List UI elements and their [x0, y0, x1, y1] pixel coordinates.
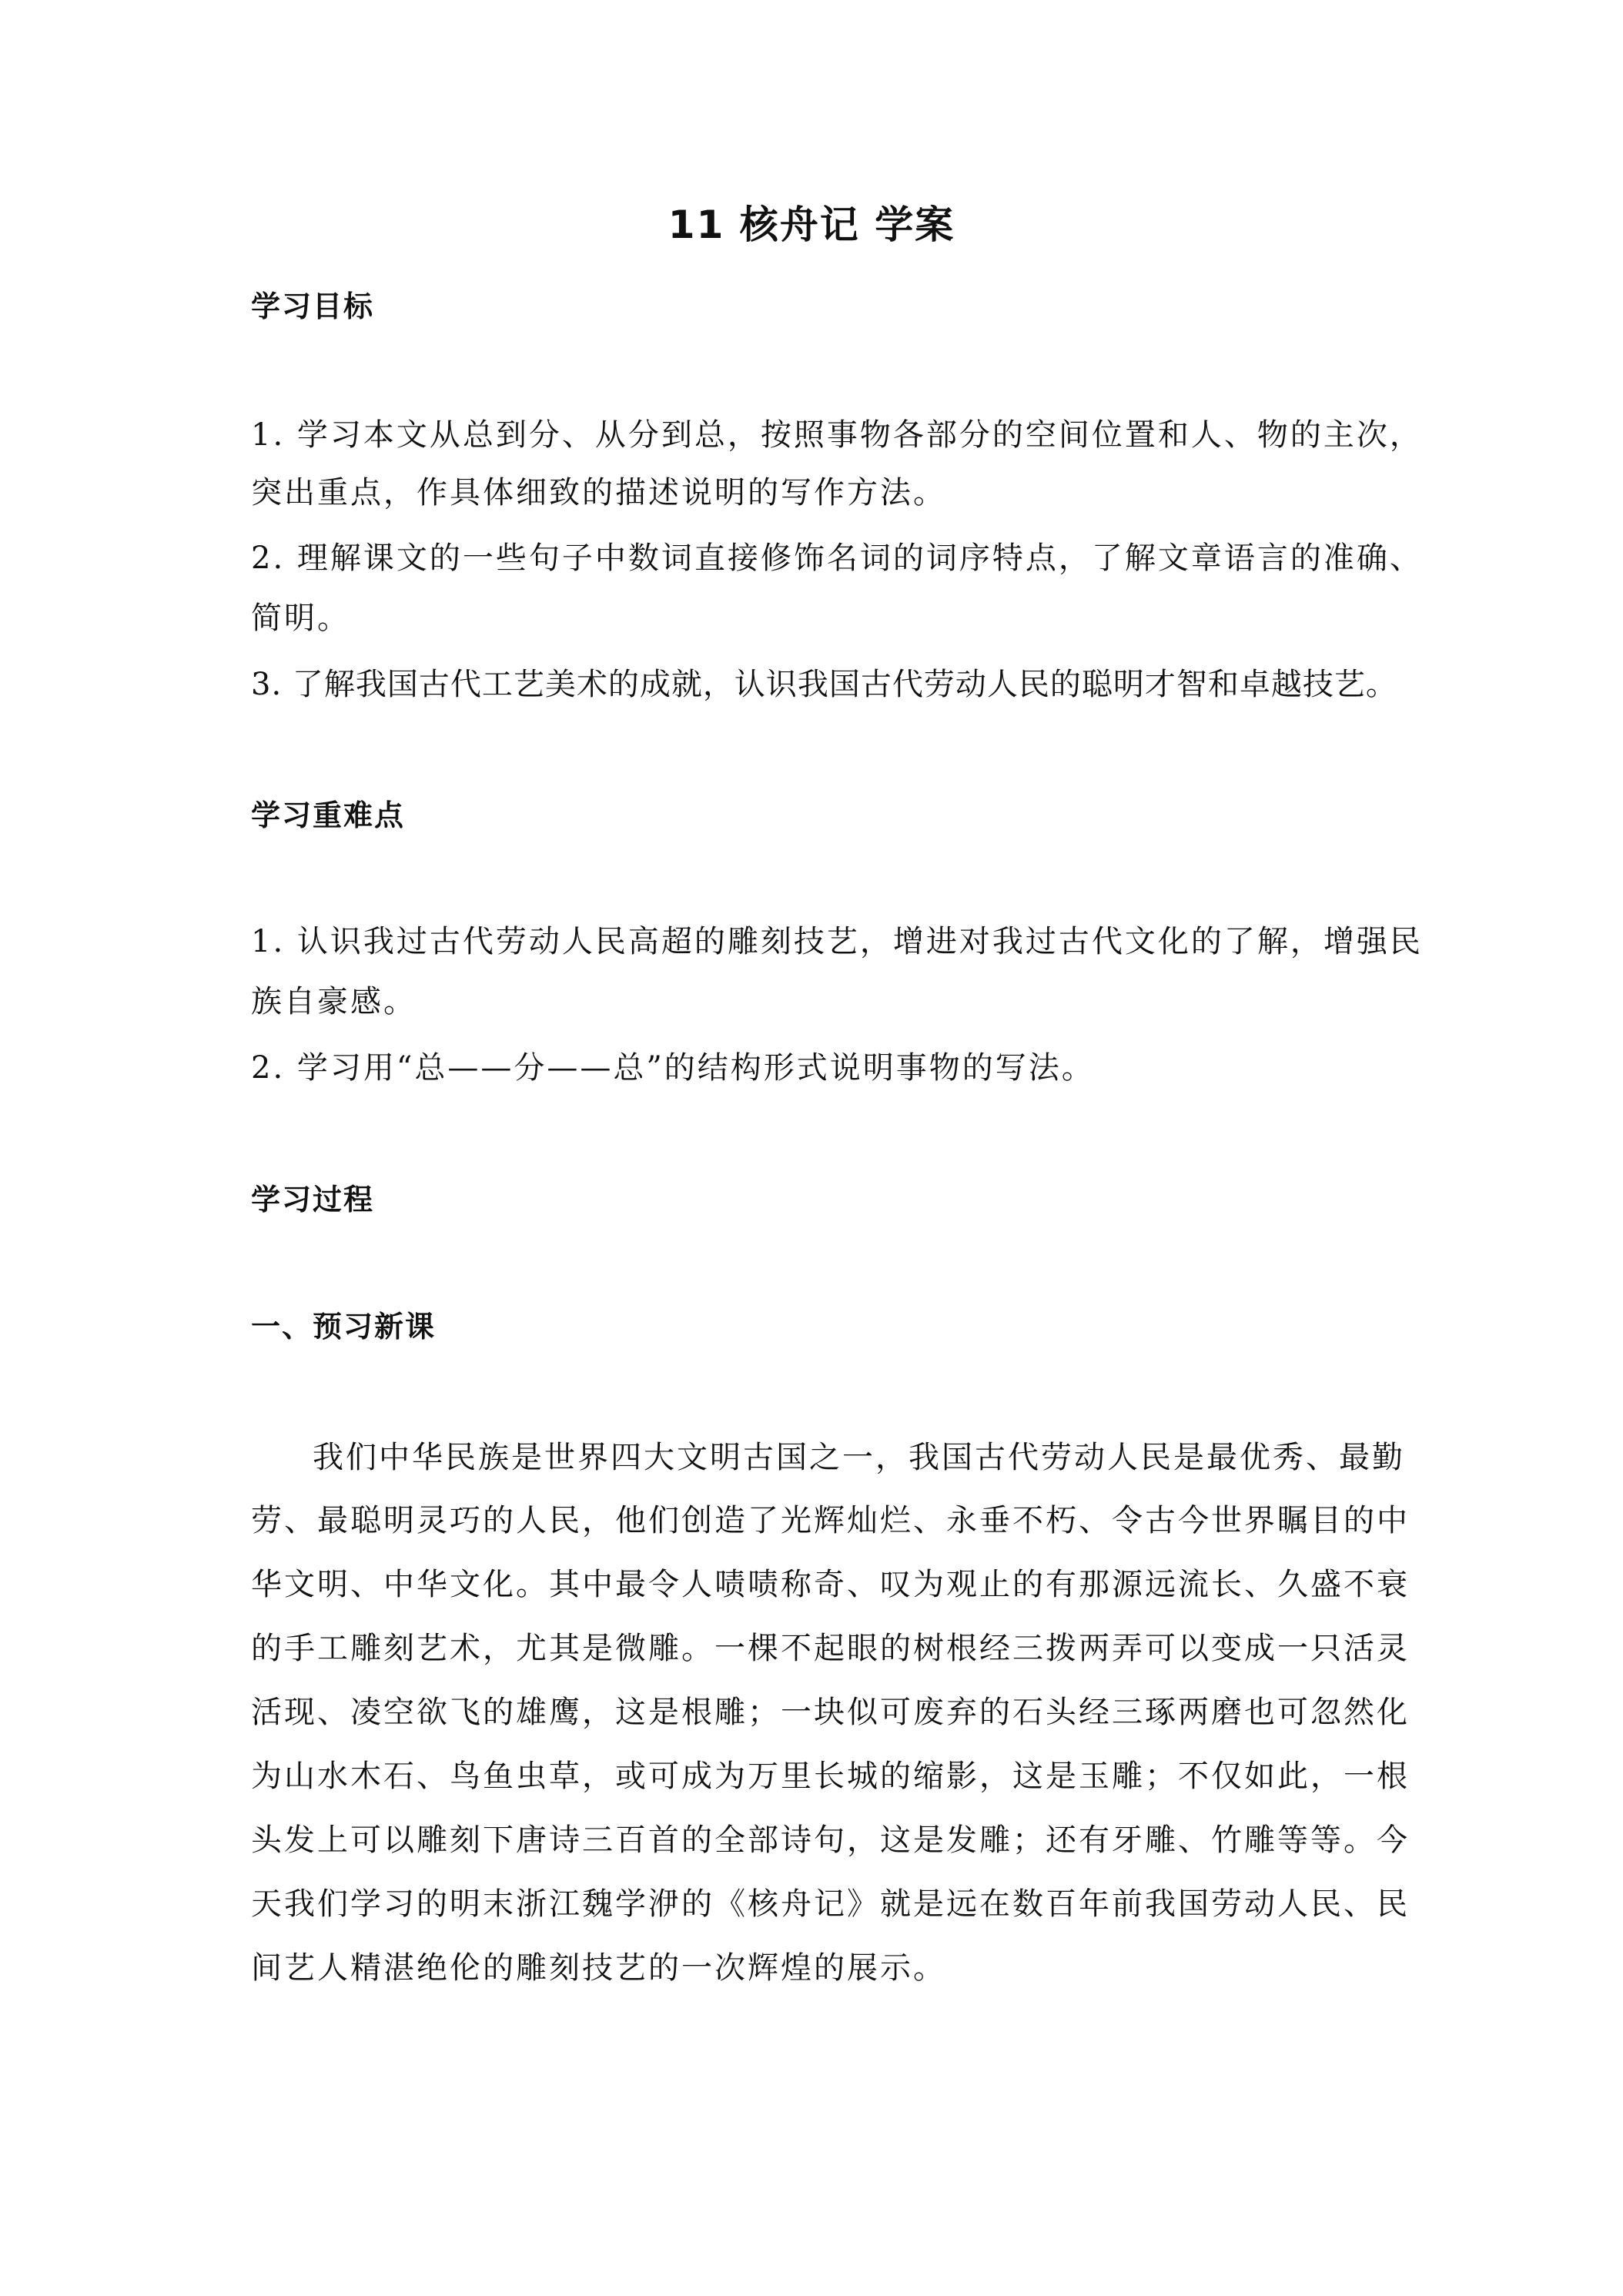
- preview-paragraph-line: 活现、凌空欲飞的雄鹰，这是根雕；一块似可废弃的石头经三琢两磨也可忽然化: [251, 1695, 1410, 1730]
- section-heading-preview: 一、预习新课: [251, 1310, 437, 1344]
- preview-paragraph-line: 为山水木石、鸟鱼虫草，或可成为万里长城的缩影，这是玉雕；不仅如此，一根: [251, 1759, 1410, 1794]
- document-title: 11 核舟记 学案: [668, 202, 955, 247]
- key-points-line: 族自豪感。: [251, 984, 417, 1019]
- objectives-line: 1. 学习本文从总到分、从分到总，按照事物各部分的空间位置和人、物的主次，: [251, 417, 1423, 453]
- key-points-line: 1. 认识我过古代劳动人民高超的雕刻技艺，增进对我过古代文化的了解，增强民: [251, 924, 1423, 959]
- section-heading-key-points: 学习重难点: [251, 798, 406, 832]
- objectives-line: 2. 理解课文的一些句子中数词直接修饰名词的词序特点，了解文章语言的准确、: [251, 541, 1423, 576]
- objectives-line: 3. 了解我国古代工艺美术的成就，认识我国古代劳动人民的聪明才智和卓越技艺。: [251, 667, 1397, 702]
- section-heading-objectives: 学习目标: [251, 290, 375, 323]
- objectives-line: 简明。: [251, 601, 350, 636]
- preview-paragraph-line: 劳、最聪明灵巧的人民，他们创造了光辉灿烂、永垂不朽、令古今世界瞩目的中: [251, 1503, 1410, 1538]
- preview-paragraph-line: 的手工雕刻艺术，尤其是微雕。一棵不起眼的树根经三拨两弄可以变成一只活灵: [251, 1631, 1410, 1666]
- section-heading-process: 学习过程: [251, 1183, 375, 1217]
- objectives-line: 突出重点，作具体细致的描述说明的写作方法。: [251, 475, 946, 510]
- key-points-line: 2. 学习用“总——分——总”的结构形式说明事物的写法。: [251, 1050, 1095, 1086]
- preview-paragraph-line: 头发上可以雕刻下唐诗三百首的全部诗句，这是发雕；还有牙雕、竹雕等等。今: [251, 1822, 1410, 1858]
- preview-paragraph-line: 间艺人精湛绝伦的雕刻技艺的一次辉煌的展示。: [251, 1950, 946, 1986]
- preview-paragraph-line: 我们中华民族是世界四大文明古国之一，我国古代劳动人民是最优秀、最勤: [313, 1440, 1405, 1475]
- preview-paragraph-line: 天我们学习的明末浙江魏学洢的《核舟记》就是远在数百年前我国劳动人民、民: [251, 1886, 1410, 1922]
- preview-paragraph-line: 华文明、中华文化。其中最令人啧啧称奇、叹为观止的有那源远流长、久盛不衰: [251, 1567, 1410, 1602]
